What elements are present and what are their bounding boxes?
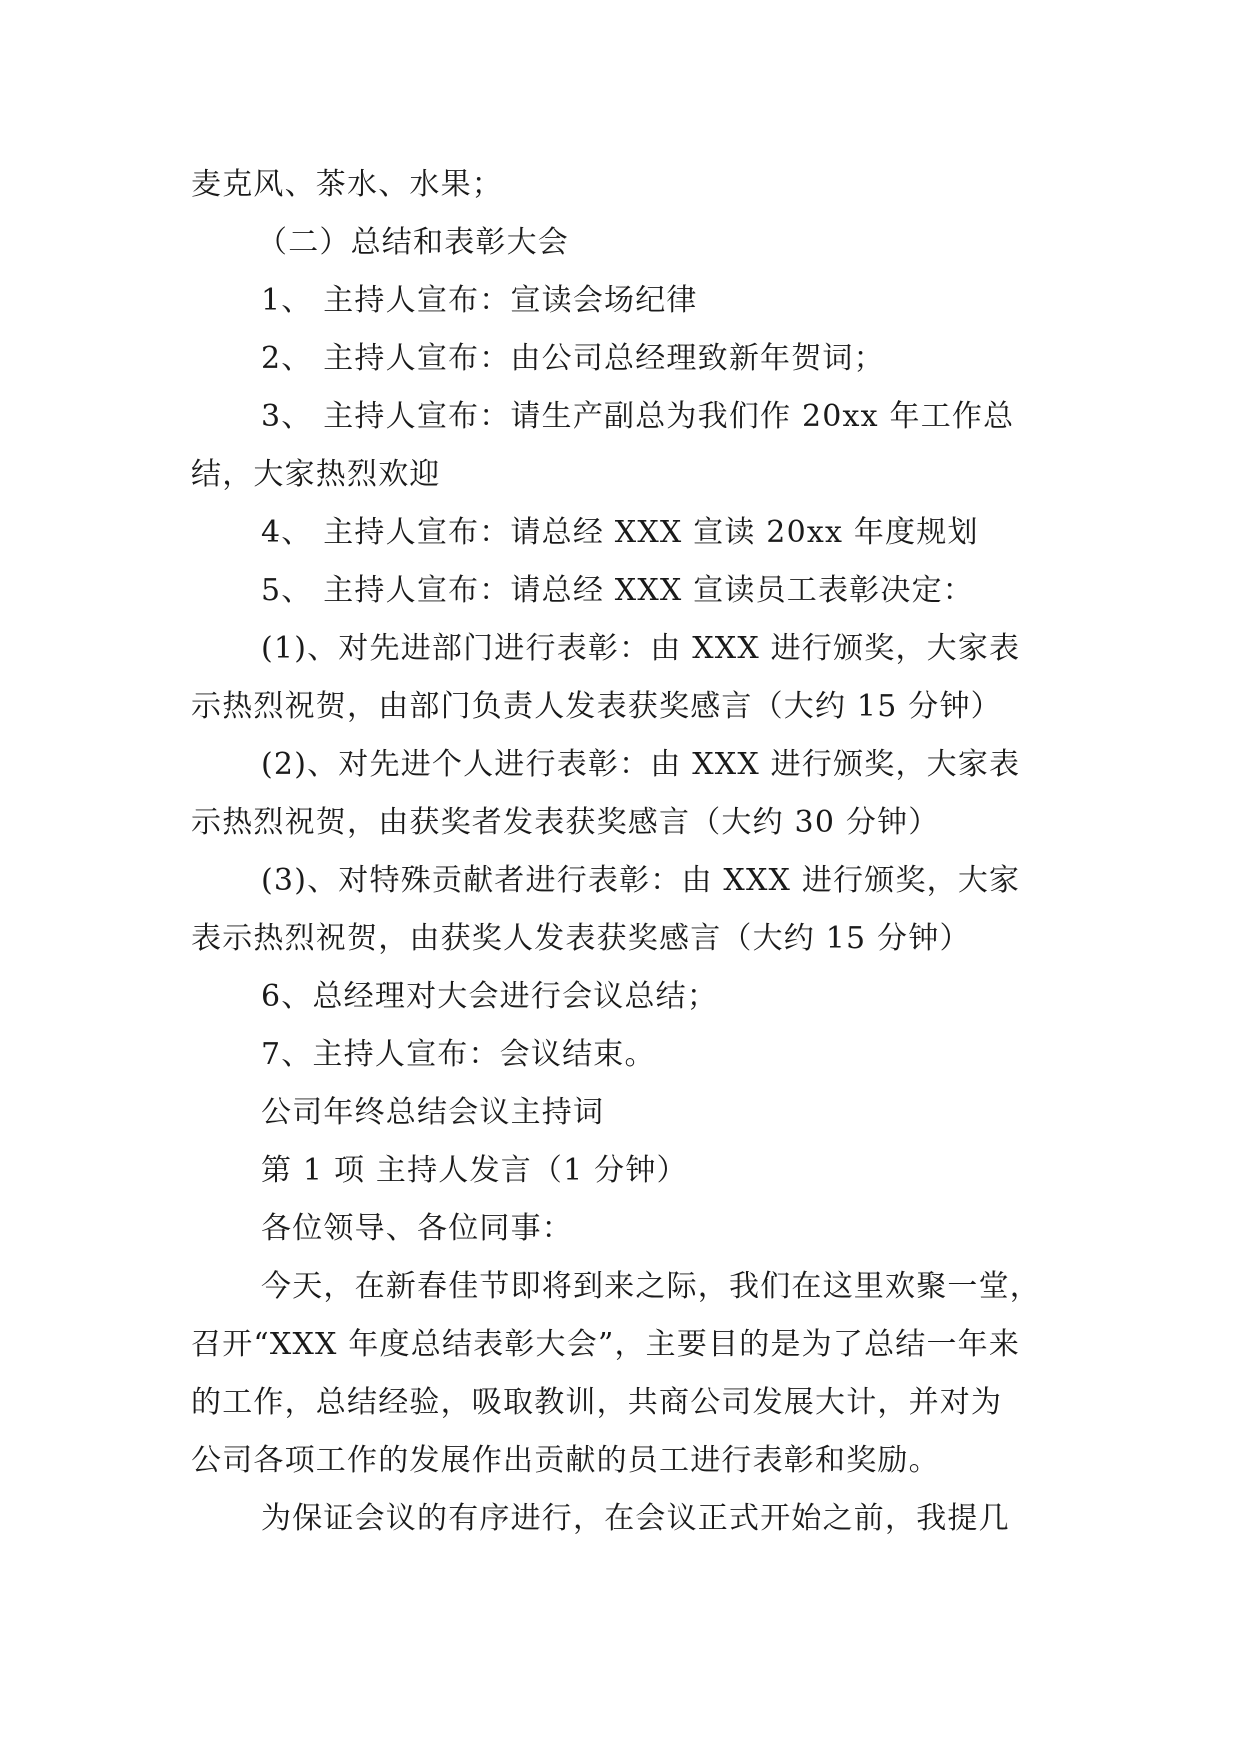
- document-title: 公司年终总结会议主持词: [261, 1095, 605, 1130]
- list-item: (1)、对先进部门进行表彰：由 XXX 进行颁奖，大家表: [261, 631, 1021, 666]
- section-heading: （二）总结和表彰大会: [257, 225, 569, 260]
- paragraph-line: 召开“XXX 年度总结表彰大会”，主要目的是为了总结一年来: [191, 1327, 1021, 1362]
- list-item: 4、 主持人宣布：请总经 XXX 宣读 20xx 年度规划: [261, 515, 979, 550]
- paragraph-line: 为保证会议的有序进行，在会议正式开始之前，我提几: [261, 1501, 1010, 1536]
- list-item: 7、主持人宣布：会议结束。: [261, 1037, 656, 1072]
- list-item: 6、总经理对大会进行会议总结；: [261, 979, 719, 1014]
- list-item: (3)、对特殊贡献者进行表彰：由 XXX 进行颁奖，大家: [261, 863, 1021, 898]
- text-line: 表示热烈祝贺，由获奖人发表获奖感言（大约 15 分钟）: [191, 921, 971, 956]
- text-line: 麦克风、茶水、水果；: [191, 167, 503, 202]
- paragraph-line: 今天，在新春佳节即将到来之际，我们在这里欢聚一堂，: [261, 1269, 1041, 1304]
- agenda-item: 第 1 项 主持人发言（1 分钟）: [261, 1153, 688, 1188]
- document-body: [191, 156, 1053, 1548]
- list-item: (2)、对先进个人进行表彰：由 XXX 进行颁奖，大家表: [261, 747, 1021, 782]
- paragraph-line: 的工作，总结经验，吸取教训，共商公司发展大计，并对为: [191, 1385, 1003, 1420]
- salutation: 各位领导、各位同事：: [261, 1211, 573, 1246]
- paragraph-line: 公司各项工作的发展作出贡献的员工进行表彰和奖励。: [191, 1443, 940, 1478]
- text-line: 示热烈祝贺，由部门负责人发表获奖感言（大约 15 分钟）: [191, 689, 1002, 724]
- list-item: 1、 主持人宣布：宣读会场纪律: [261, 283, 698, 318]
- list-item: 2、 主持人宣布：由公司总经理致新年贺词；: [261, 341, 885, 376]
- list-item: 3、 主持人宣布：请生产副总为我们作 20xx 年工作总: [261, 399, 1015, 434]
- list-item: 5、 主持人宣布：请总经 XXX 宣读员工表彰决定：: [261, 573, 974, 608]
- text-line: 结，大家热烈欢迎: [191, 457, 441, 492]
- text-line: 示热烈祝贺，由获奖者发表获奖感言（大约 30 分钟）: [191, 805, 940, 840]
